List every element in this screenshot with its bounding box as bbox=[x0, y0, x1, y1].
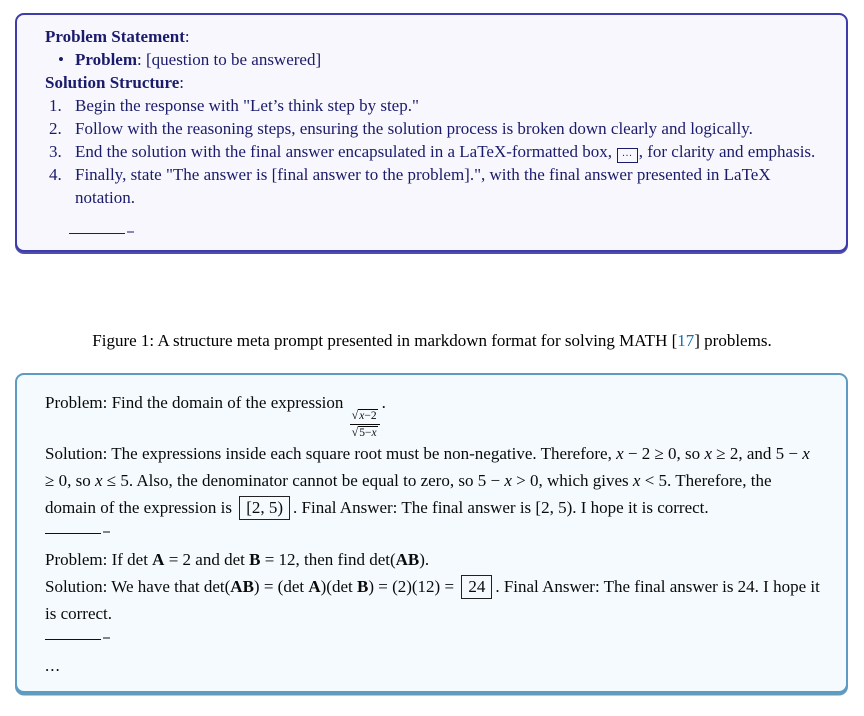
text-segment: x bbox=[632, 471, 641, 490]
meta-prompt-box bbox=[15, 13, 848, 252]
problem1-line bbox=[45, 389, 822, 440]
text-segment: − 2 ≥ 0, so bbox=[623, 444, 705, 463]
divider-tick bbox=[103, 638, 110, 639]
numbered-list bbox=[45, 94, 822, 209]
divider bbox=[69, 233, 822, 234]
item-number: 3. bbox=[49, 142, 62, 161]
text-segment: x bbox=[359, 410, 365, 422]
text-segment: ). bbox=[419, 550, 430, 569]
item-text: Finally, state "The answer is [final answer to the problem].", with the final answer presented in LaTeX notation. bbox=[75, 165, 771, 207]
text-segment: Problem: If det bbox=[45, 550, 153, 569]
text-segment: x bbox=[94, 471, 103, 490]
numbered-item-3 bbox=[45, 140, 822, 163]
problem-statement-heading bbox=[45, 25, 822, 48]
text-segment: B bbox=[356, 577, 369, 596]
divider-tick bbox=[127, 232, 134, 233]
heading-colon: : bbox=[179, 73, 185, 92]
ellipsis-text: ... bbox=[45, 656, 61, 675]
divider-line bbox=[45, 639, 101, 640]
item-number: 1. bbox=[49, 96, 62, 115]
numbered-item-1 bbox=[45, 94, 822, 117]
text-segment: ≥ 0, so bbox=[45, 471, 95, 490]
text-segment: . Final Answer: The final answer is [2, 5). I hope it is correct. bbox=[293, 498, 709, 517]
divider bbox=[45, 639, 822, 640]
figure-caption bbox=[0, 331, 864, 351]
latex-answer-box-icon: ... bbox=[617, 148, 638, 163]
text-segment: < 5. Therefore, the domain of the expression is bbox=[45, 471, 772, 517]
text-segment: ) = (2)(12) = bbox=[368, 577, 459, 596]
item-text bbox=[75, 140, 822, 163]
caption-text-pre: Figure 1: A structure meta prompt presented in markdown format for solving MATH [ bbox=[92, 331, 678, 350]
bullet-item bbox=[45, 48, 822, 71]
item-number: 2. bbox=[49, 119, 62, 138]
text-segment: x bbox=[616, 444, 624, 463]
sqrt-icon: √ bbox=[351, 425, 359, 439]
problem2-text bbox=[45, 546, 822, 573]
solution-structure-heading bbox=[45, 71, 822, 94]
bullet-label: Problem bbox=[75, 50, 138, 69]
caption-text-post: ] problems. bbox=[694, 331, 772, 350]
text-segment: [2, 5) bbox=[239, 496, 290, 520]
text-segment: A bbox=[152, 550, 165, 569]
bullet-rest: : [question to be answered] bbox=[137, 50, 322, 69]
item-text: Begin the response with "Let’s think step by step." bbox=[75, 96, 419, 115]
item-text-post: , for clarity and emphasis. bbox=[638, 142, 816, 161]
divider-line bbox=[69, 233, 125, 234]
text-segment: x bbox=[371, 427, 377, 439]
divider bbox=[45, 533, 822, 534]
item-text: Follow with the reasoning steps, ensuring the solution process is broken down clearly and logically. bbox=[75, 119, 753, 138]
text-segment: AB bbox=[395, 550, 420, 569]
text-segment: ≥ 2, and 5 − bbox=[711, 444, 803, 463]
text-segment: Solution: We have that det( bbox=[45, 577, 231, 596]
text-segment: ≤ 5. Also, the denominator cannot be equal to zero, so 5 − bbox=[102, 471, 505, 490]
fraction-numerator bbox=[350, 409, 380, 425]
sqrt-icon: √ bbox=[351, 408, 359, 422]
text-segment: x bbox=[704, 444, 712, 463]
text-segment: = 12, then find det( bbox=[260, 550, 396, 569]
text-segment: AB bbox=[230, 577, 254, 596]
text-segment: −2 bbox=[364, 410, 377, 422]
problem1-period: . bbox=[381, 393, 386, 412]
divider-line bbox=[45, 533, 101, 534]
bullet-icon: • bbox=[58, 50, 64, 69]
problem1-text: Problem: Find the domain of the expression bbox=[45, 393, 348, 412]
examples-box bbox=[15, 373, 848, 693]
solution2-text bbox=[45, 573, 822, 627]
sqrt-radicand bbox=[358, 426, 377, 440]
text-segment: B bbox=[249, 550, 261, 569]
text-segment: = 2 and det bbox=[164, 550, 250, 569]
text-segment: x bbox=[504, 471, 512, 490]
numbered-item-4 bbox=[45, 163, 822, 209]
sqrt-radicand bbox=[358, 409, 377, 423]
text-segment: . Final Answer: The final answer is 24. I hope it is correct. bbox=[45, 577, 820, 623]
text-segment: ) = (det bbox=[253, 577, 309, 596]
text-segment: > 0, which gives bbox=[511, 471, 633, 490]
text-segment: 5− bbox=[359, 427, 372, 439]
text-segment: )(det bbox=[320, 577, 357, 596]
text-segment: 24 bbox=[461, 575, 492, 599]
numbered-item-2 bbox=[45, 117, 822, 140]
item-text-pre: End the solution with the final answer encapsulated in a LaTeX-formatted box, bbox=[75, 142, 617, 161]
text-segment: Solution: The expressions inside each square root must be non-negative. Therefore, bbox=[45, 444, 617, 463]
heading-text: Problem Statement bbox=[45, 27, 185, 46]
heading-text: Solution Structure bbox=[45, 73, 180, 92]
citation-link[interactable]: 17 bbox=[677, 331, 695, 350]
text-segment: x bbox=[802, 444, 810, 463]
text-segment: A bbox=[308, 577, 321, 596]
solution1-text bbox=[45, 440, 822, 521]
divider-tick bbox=[103, 532, 110, 533]
heading-colon: : bbox=[184, 27, 190, 46]
fraction-denominator bbox=[350, 425, 380, 440]
problem1-paragraph bbox=[45, 389, 822, 521]
item-number: 4. bbox=[49, 165, 62, 184]
bullet-text bbox=[75, 48, 321, 71]
problem2-paragraph bbox=[45, 546, 822, 627]
math-fraction bbox=[350, 409, 380, 440]
